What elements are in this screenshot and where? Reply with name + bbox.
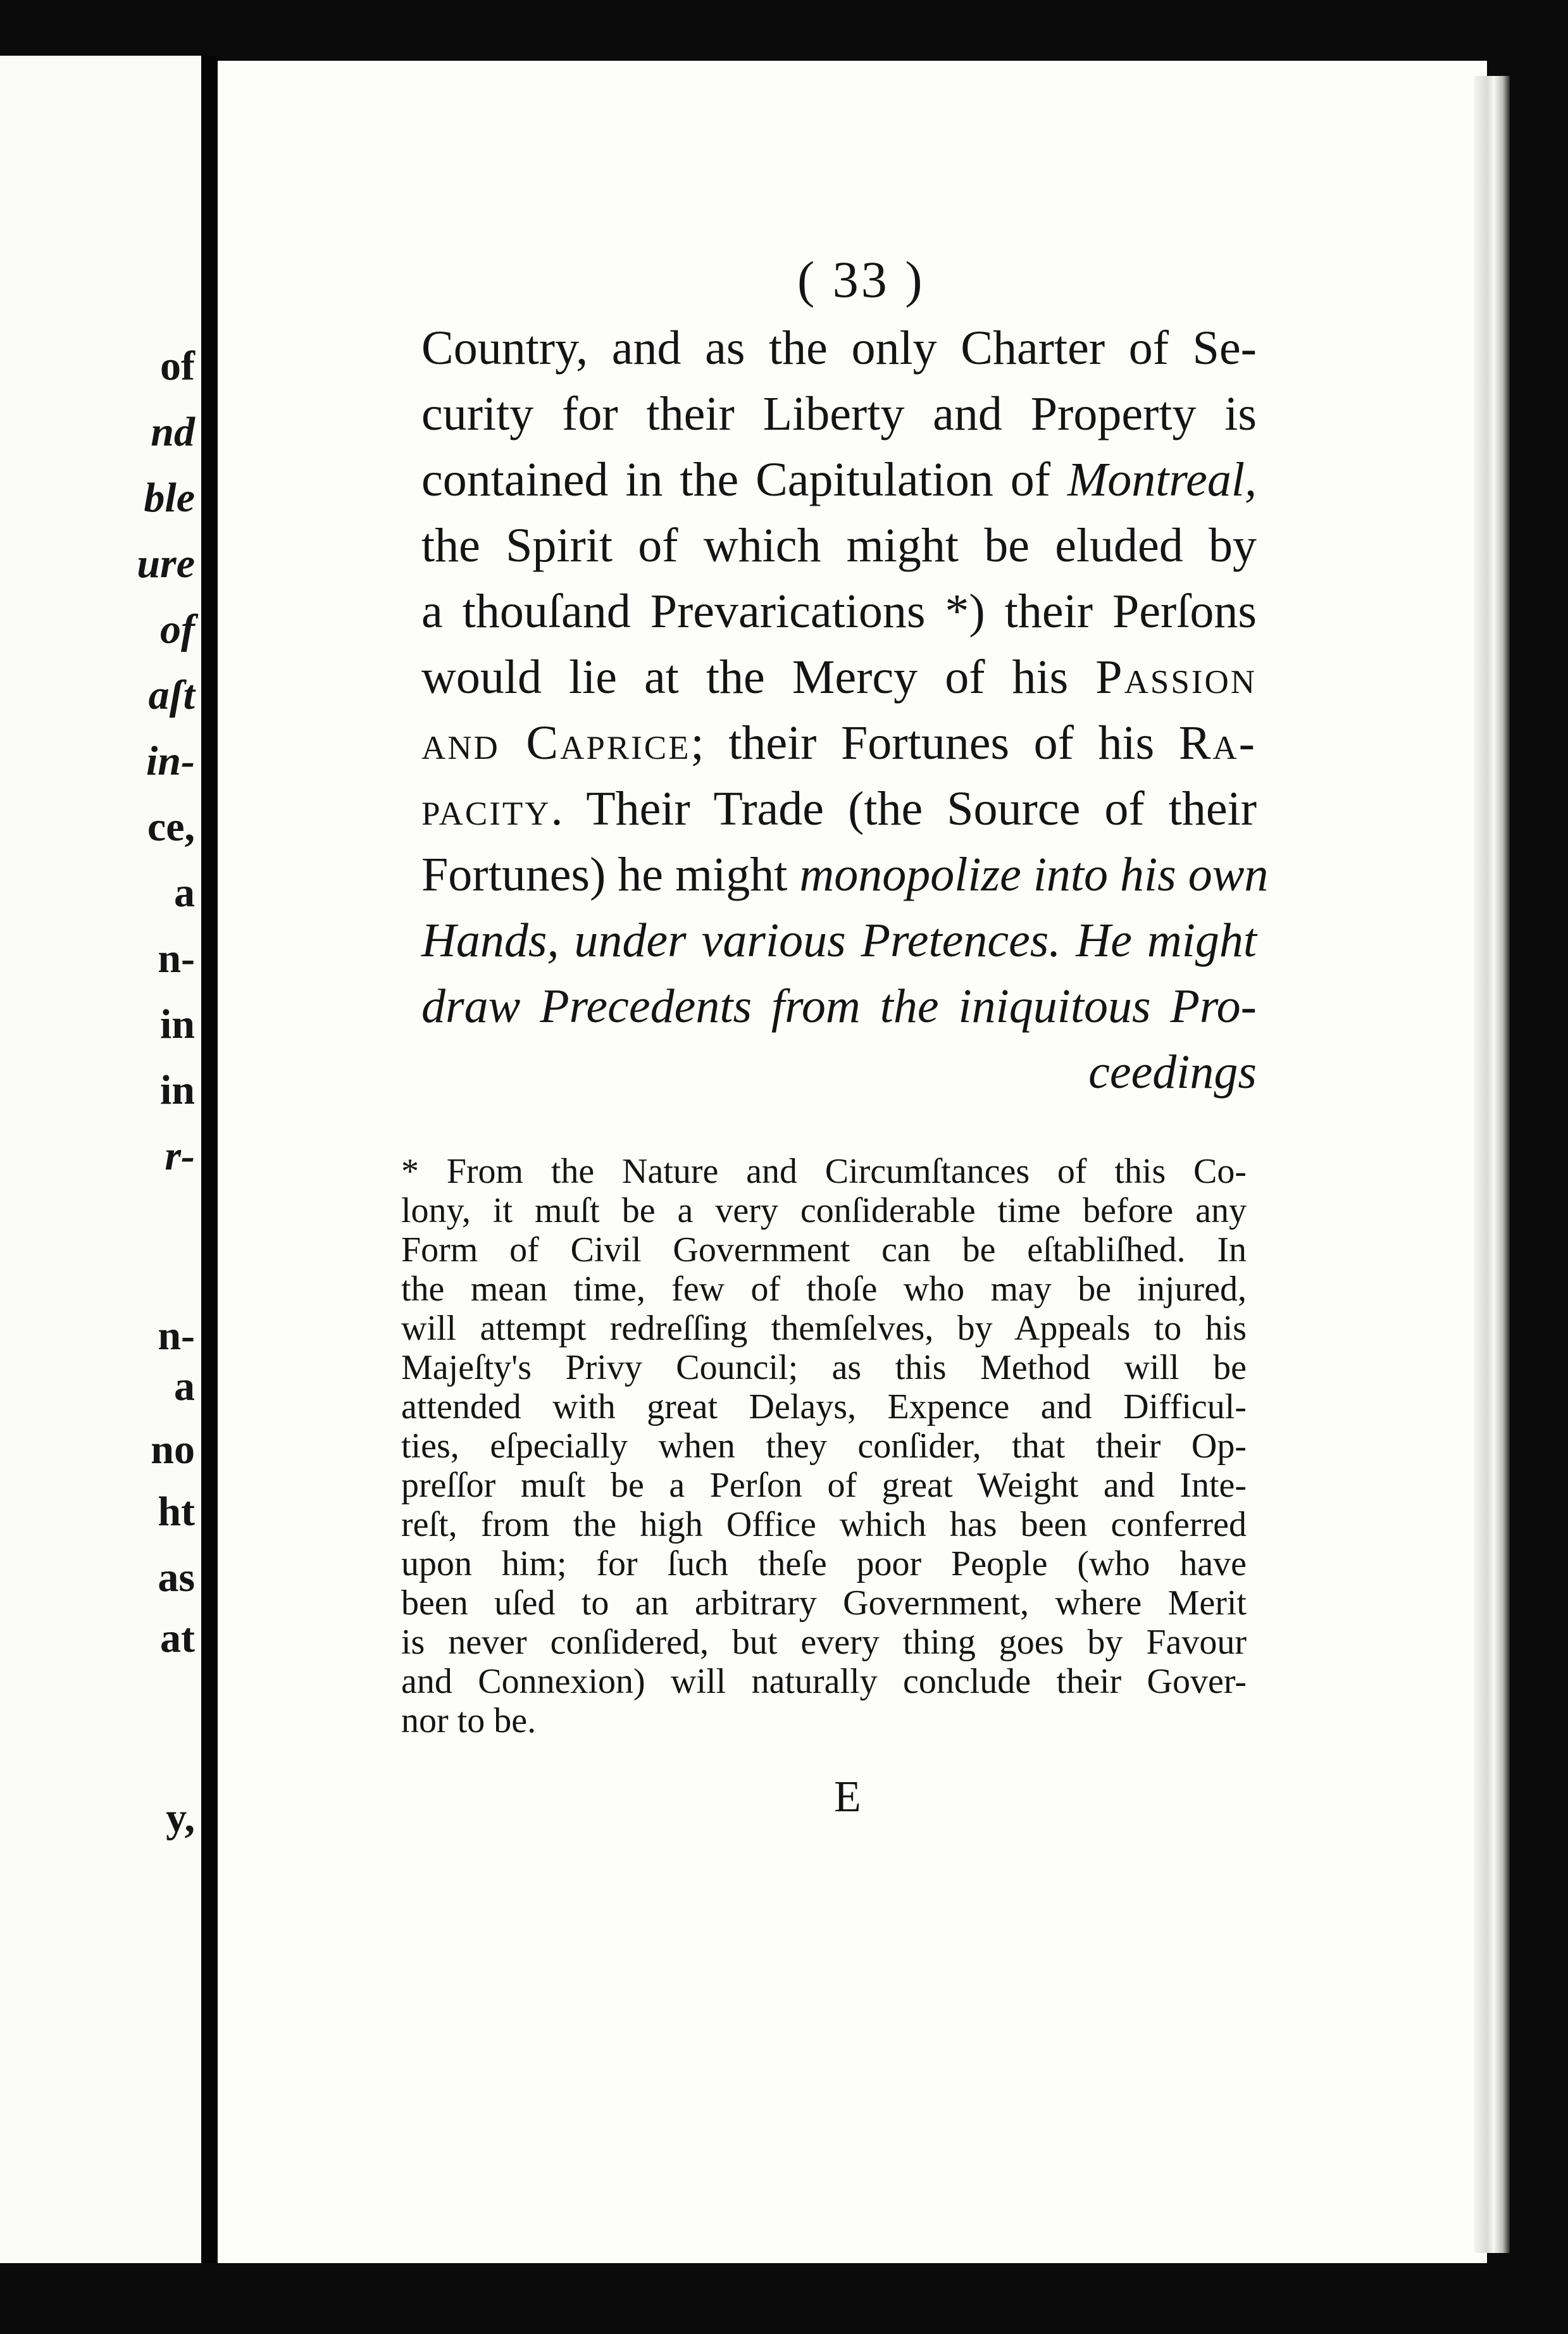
text-line: a thouſand Prevarications *) their Perſons	[421, 585, 1257, 638]
previous-page-fragment: ht	[158, 1488, 195, 1535]
text-line: curity for their Liberty and Property is	[421, 387, 1257, 440]
page-edge	[1474, 76, 1510, 2253]
previous-page-fragment: r-	[165, 1133, 195, 1179]
text-line: Country, and as the only Charter of Se-	[421, 321, 1257, 375]
footnote-line: lony, it muſt be a very conſiderable time before any	[401, 1191, 1247, 1230]
previous-page-fragment: y,	[166, 1795, 195, 1841]
text-line: and Caprice; their Fortunes of his Ra-	[421, 716, 1257, 770]
page-number: ( 33 )	[797, 251, 925, 308]
previous-page-fragment: of	[160, 606, 195, 652]
previous-page-fragment: ble	[144, 475, 195, 521]
previous-page-fragment: at	[160, 1615, 195, 1661]
previous-page	[0, 56, 201, 2263]
text-line: draw Precedents from the iniquitous Pro-	[421, 980, 1257, 1033]
previous-page-fragment: aſt	[148, 672, 195, 718]
footnote-line: attended with great Delays, Expence and Difficul-	[401, 1387, 1247, 1426]
footnote-line: and Connexion) will naturally conclude their Gover-	[401, 1662, 1247, 1701]
previous-page-fragment: in	[159, 1067, 195, 1113]
previous-page-fragment: ure	[137, 540, 195, 587]
previous-page-fragment: of	[160, 343, 195, 389]
footnote-line: reſt, from the high Office which has been conferred	[401, 1505, 1247, 1544]
previous-page-fragment: n-	[158, 935, 195, 982]
footnote-line: the mean time, few of thoſe who may be injured,	[401, 1270, 1247, 1309]
footnote-line: been uſed to an arbitrary Government, where Merit	[401, 1583, 1247, 1623]
previous-page-fragment: ce,	[147, 804, 195, 850]
text-line: Fortunes) he might monopolize into his own	[421, 848, 1269, 901]
footnote-line: preſſor muſt be a Perſon of great Weight and Inte-	[401, 1466, 1247, 1505]
text-line: pacity. Their Trade (the Source of their	[421, 782, 1257, 835]
footnote-line: will attempt redreſſing themſelves, by Appeals to his	[401, 1309, 1247, 1348]
previous-page-fragment: as	[158, 1554, 195, 1601]
previous-page-fragment: n-	[158, 1313, 195, 1359]
previous-page-fragment: nd	[151, 409, 195, 455]
text-line: would lie at the Mercy of his Passion	[421, 651, 1257, 704]
footnote-line: * From the Nature and Circumſtances of this Co-	[401, 1152, 1247, 1191]
previous-page-fragment: in-	[146, 738, 195, 784]
previous-page-fragment: in	[159, 1001, 195, 1047]
footnote-line: is never conſidered, but every thing goes by Favour	[401, 1623, 1247, 1662]
signature-mark: E	[834, 1773, 861, 1821]
footnote-line: Majeſty's Privy Council; as this Method will be	[401, 1348, 1247, 1387]
text-line: contained in the Capitulation of Montreal,	[421, 453, 1257, 506]
previous-page-fragment: a	[174, 1363, 195, 1409]
footnote-line: upon him; for ſuch theſe poor People (who have	[401, 1544, 1247, 1583]
footnote-line: nor to be.	[401, 1701, 537, 1740]
text-line: the Spirit of which might be eluded by	[421, 519, 1257, 572]
text-line: Hands, under various Pretences. He might	[421, 914, 1257, 967]
footnote-line: ties, eſpecially when they conſider, that their Op-	[401, 1426, 1247, 1466]
book-gutter	[201, 56, 218, 2263]
previous-page-fragment: a	[174, 870, 195, 916]
catchword: ceedings	[1088, 1045, 1257, 1099]
footnote-line: Form of Civil Government can be eſtabliſhed. In	[401, 1230, 1247, 1270]
previous-page-fragment: no	[151, 1426, 195, 1473]
